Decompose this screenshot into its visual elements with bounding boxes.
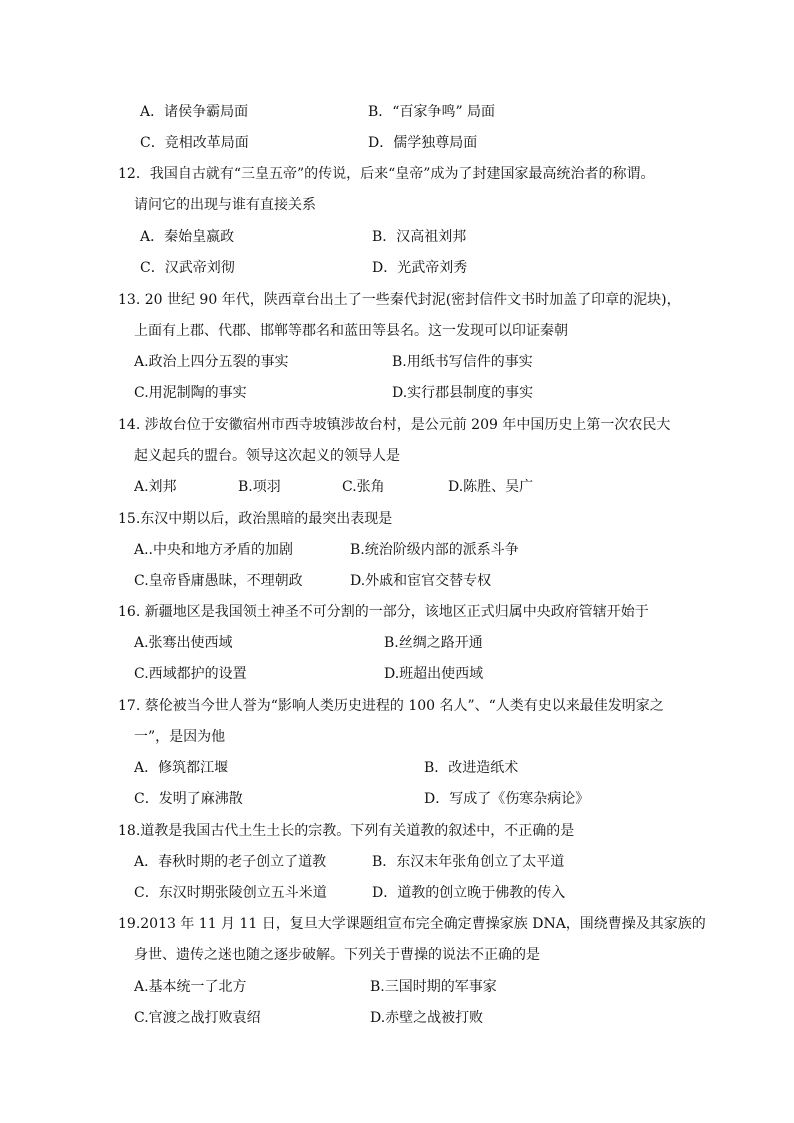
- option-b: B.用纸书写信件的事实: [392, 354, 533, 370]
- option-a: A．春秋时期的老子创立了道教: [134, 854, 327, 870]
- option-a: A．修筑都江堰: [134, 760, 229, 776]
- option-c: C．东汉时期张陵创立五斗米道: [134, 885, 327, 901]
- option-a: A.政治上四分五裂的事实: [134, 354, 289, 370]
- option-row: [0, 133, 794, 153]
- option-row: [0, 383, 794, 403]
- option-b: B.项羽: [238, 479, 281, 495]
- option-row: [0, 883, 794, 903]
- option-row: [0, 477, 794, 497]
- option-b: B．改进造纸术: [424, 760, 519, 776]
- option-d: D．光武帝刘秀: [372, 260, 468, 276]
- option-c: C．发明了麻沸散: [134, 791, 243, 807]
- option-b: B．东汉末年张角创立了太平道: [372, 854, 565, 870]
- option-row: [0, 227, 794, 247]
- question-19-stem: 19.2013 年 11 月 11 日，复旦大学课题组宣布完全确定曹操家族 DNA，围绕曹操及其家族的: [118, 916, 706, 932]
- option-row: [0, 852, 794, 872]
- option-d: D．道教的创立晚于佛教的传入: [372, 885, 566, 901]
- option-a: A．秦始皇嬴政: [140, 229, 235, 245]
- question-19-stem-cont: 身世、遗传之迷也随之逐步破解。下列关于曹操的说法不正确的是: [134, 947, 540, 963]
- option-c: C．竞相改革局面: [140, 135, 249, 151]
- question-16-stem: 16. 新疆地区是我国领土神圣不可分割的一部分，该地区正式归属中央政府管辖开始于: [118, 604, 649, 620]
- question-18-stem: 18.道教是我国古代土生土长的宗教。下列有关道教的叙述中，不正确的是: [118, 823, 575, 839]
- option-d: D.实行郡县制度的事实: [392, 385, 534, 401]
- option-c: C.皇帝昏庸愚昧，不理朝政: [134, 573, 303, 589]
- option-row: [0, 789, 794, 809]
- option-c: C.用泥制陶的事实: [134, 385, 247, 401]
- option-row: [0, 258, 794, 278]
- option-row: [0, 102, 794, 122]
- question-13-stem: 13. 20 世纪 90 年代，陕西章台出土了一些秦代封泥(密封信件文书时加盖了印章的泥块)，: [118, 292, 681, 308]
- question-15-stem: 15.东汉中期以后，政治黑暗的最突出表现是: [118, 511, 393, 527]
- option-a: A.刘邦: [134, 479, 177, 495]
- option-d: D.外戚和宦官交替专权: [350, 573, 492, 589]
- option-b: B.三国时期的军事家: [370, 979, 497, 995]
- option-row: [0, 352, 794, 372]
- option-c: C.官渡之战打败袁绍: [134, 1010, 261, 1026]
- option-a: A.基本统一了北方: [134, 979, 247, 995]
- question-14-stem: 14. 涉故台位于安徽宿州市西寺坡镇涉故台村，是公元前 209 年中国历史上第一次农民大: [118, 417, 671, 433]
- option-c: C．汉武帝刘彻: [140, 260, 235, 276]
- option-b: B.统治阶级内部的派系斗争: [350, 542, 519, 558]
- option-b: B．“百家争鸣” 局面: [368, 104, 496, 120]
- question-17-stem-cont: 一”，是因为他: [134, 729, 226, 745]
- option-d: D．儒学独尊局面: [368, 135, 478, 151]
- question-13-stem-cont: 上面有上郡、代郡、邯郸等郡名和蓝田等县名。这一发现可以印证秦朝: [134, 323, 568, 339]
- question-12-stem-cont: 请问它的出现与谁有直接关系: [134, 197, 316, 213]
- option-a: A..中央和地方矛盾的加剧: [134, 542, 294, 558]
- option-row: [0, 664, 794, 684]
- option-row: [0, 758, 794, 778]
- option-d: D．写成了《伤寒杂病论》: [424, 791, 590, 807]
- question-17-stem: 17. 蔡伦被当今世人誉为“影响人类历史进程的 100 名人”、“人类有史以来最佳发明家之: [118, 698, 664, 714]
- question-14-stem-cont: 起义起兵的盟台。领导这次起义的领导人是: [134, 448, 400, 464]
- option-row: [0, 977, 794, 997]
- option-b: B．汉高祖刘邦: [372, 229, 467, 245]
- option-row: [0, 633, 794, 653]
- option-c: C.西域都护的设置: [134, 666, 247, 682]
- option-row: [0, 540, 794, 560]
- question-12-stem: 12．我国自古就有“三皇五帝”的传说，后来“皇帝”成为了封建国家最高统治者的称谓。: [118, 166, 655, 182]
- option-a: A．诸侯争霸局面: [140, 104, 249, 120]
- option-d: D.赤壁之战被打败: [370, 1010, 484, 1026]
- option-a: A.张骞出使西域: [134, 635, 233, 651]
- option-c: C.张角: [342, 479, 385, 495]
- option-b: B.丝绸之路开通: [384, 635, 483, 651]
- option-d: D.陈胜、吴广: [448, 479, 534, 495]
- option-row: [0, 571, 794, 591]
- option-d: D.班超出使西域: [384, 666, 484, 682]
- option-row: [0, 1008, 794, 1028]
